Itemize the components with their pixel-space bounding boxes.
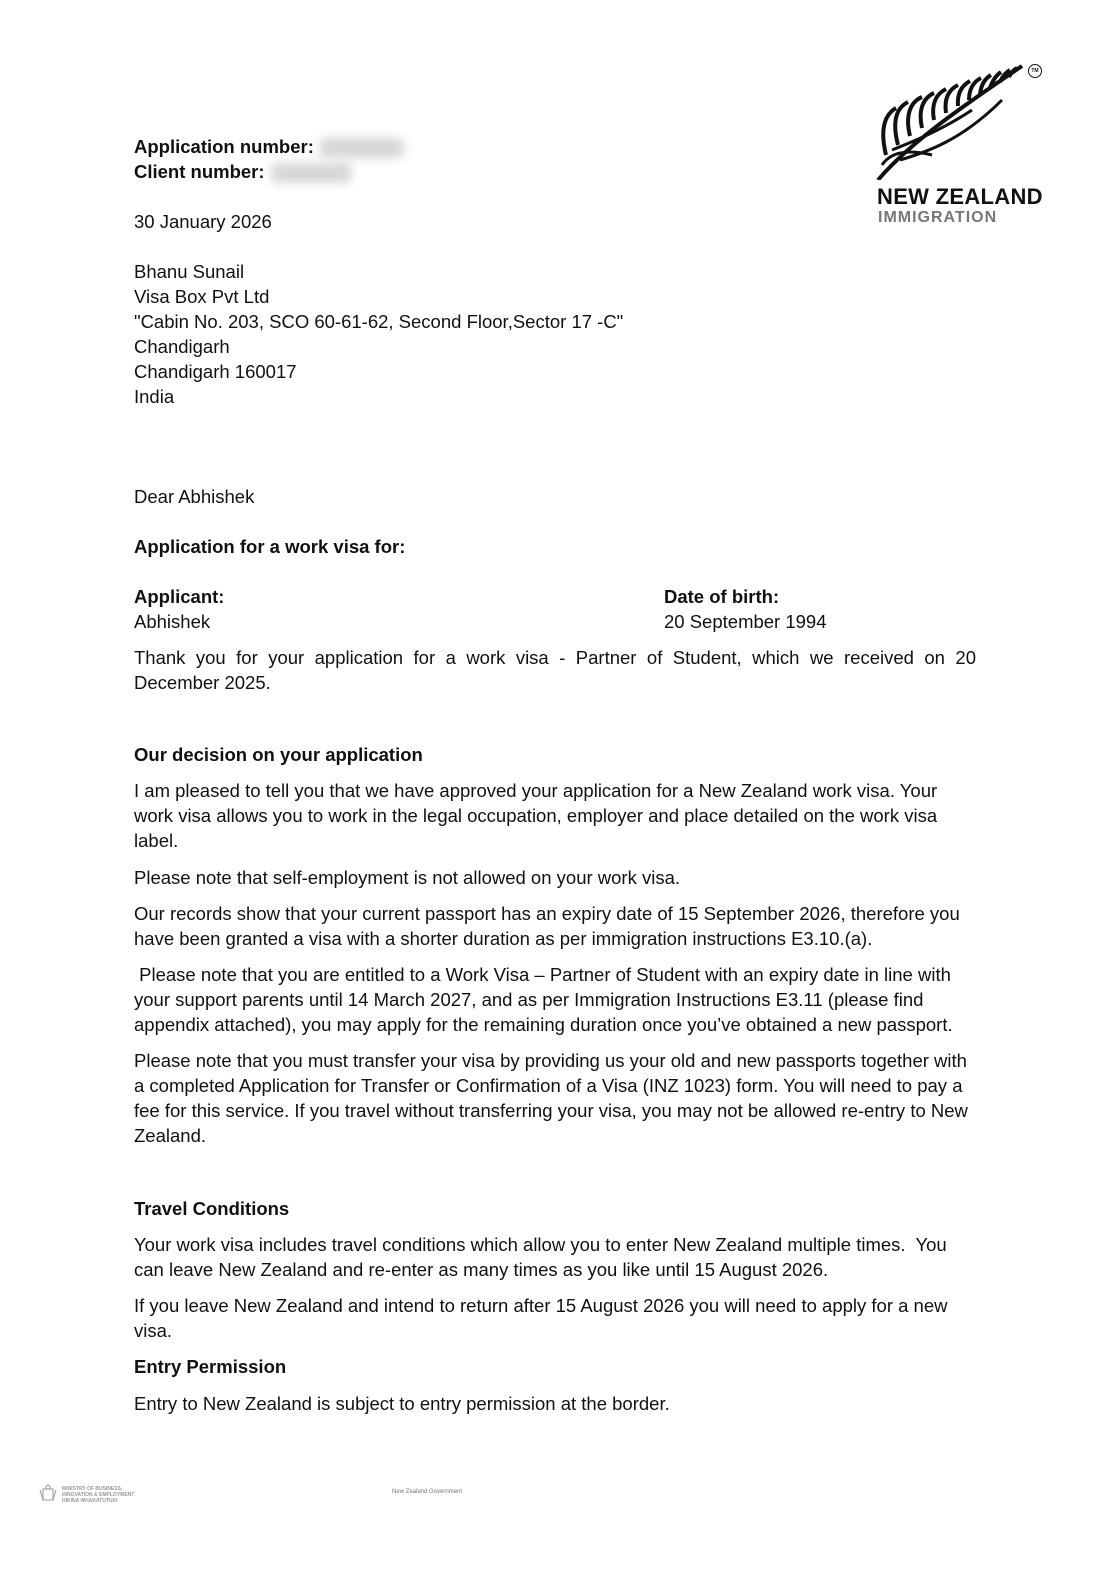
nz-government-footer: New Zealand Government [392, 1489, 463, 1495]
intro-paragraph: Thank you for your application for a work visa - Partner of Student, which we received on 20 December 2025. [134, 647, 976, 693]
address-line: Chandigarh [134, 336, 230, 357]
nz-immigration-logo [872, 60, 1047, 235]
client-number-row [134, 159, 351, 184]
travel-paragraph: If you leave New Zealand and intend to return after 15 August 2026 you will need to apply for a new visa. [134, 1295, 948, 1341]
salutation: Dear Abhishek [134, 486, 255, 507]
decision-paragraph: Our records show that your current passport has an expiry date of 15 September 2026, therefore you have been granted a visa with a shorter duration as per immigration instructions E3.10.(a). [134, 903, 960, 949]
redacted-client-number [271, 163, 351, 183]
application-number-label: Application number: [134, 136, 314, 157]
address-line: "Cabin No. 203, SCO 60-61-62, Second Floor,Sector 17 -C" [134, 311, 624, 332]
logo-line-immigration: IMMIGRATION [878, 209, 998, 226]
applicant-label: Applicant: [134, 586, 225, 607]
trademark-mark: TM [1028, 64, 1042, 78]
subject-heading: Application for a work visa for: [134, 536, 406, 557]
entry-heading: Entry Permission [134, 1356, 287, 1377]
address-line: Chandigarh 160017 [134, 361, 297, 382]
coat-of-arms-icon [38, 1484, 58, 1504]
redacted-application-number [320, 138, 404, 158]
applicant-name: Abhishek [134, 611, 211, 632]
decision-paragraph: Please note that you are entitled to a Work Visa – Partner of Student with an expiry date in line with your support parents until 14 March 2027, and as per Immigration Instructions E3.11 (please find appendix attached), you may apply for the remaining duration once you’ve obtained a new passport. [134, 964, 957, 1035]
letter-date: 30 January 2026 [134, 211, 272, 232]
dob-label: Date of birth: [664, 586, 780, 607]
decision-paragraph: I am pleased to tell you that we have approved your application for a New Zealand work visa. Your work visa allows you to work in the legal occupation, employer and place detailed on the work visa label. [134, 780, 938, 851]
decision-heading: Our decision on your application [134, 744, 423, 765]
mbie-line: HIKINA WHAKATUTUKI [62, 1498, 118, 1504]
dob-value: 20 September 1994 [664, 611, 827, 632]
mbie-line: MINISTRY OF BUSINESS, [62, 1486, 123, 1492]
travel-paragraph: Your work visa includes travel conditions which allow you to enter New Zealand multiple times. You can leave New Zealand and re-enter as many times as you like until 15 August 2026. [134, 1234, 952, 1280]
address-line: Visa Box Pvt Ltd [134, 286, 270, 307]
decision-paragraph: Please note that you must transfer your visa by providing us your old and new passports together with a completed Application for Transfer or Confirmation of a Visa (INZ 1023) form. You will need to pay a fee for this service. If you travel without transferring your visa, you may not be allowed re-entry to New Zealand. [134, 1050, 968, 1146]
client-number-label: Client number: [134, 161, 265, 182]
application-number-row [134, 134, 404, 159]
silver-fern-icon [872, 60, 1047, 180]
address-line: India [134, 386, 175, 407]
mbie-text [62, 1486, 134, 1504]
entry-paragraph: Entry to New Zealand is subject to entry permission at the border. [134, 1393, 670, 1414]
travel-heading: Travel Conditions [134, 1198, 290, 1219]
mbie-footer-logo [38, 1484, 158, 1506]
logo-line-new-zealand: NEW ZEALAND [877, 184, 1043, 209]
address-block [134, 259, 623, 409]
decision-paragraph: Please note that self-employment is not allowed on your work visa. [134, 867, 681, 888]
mbie-line: INNOVATION & EMPLOYMENT [62, 1492, 135, 1498]
address-line: Bhanu Sunail [134, 261, 245, 282]
